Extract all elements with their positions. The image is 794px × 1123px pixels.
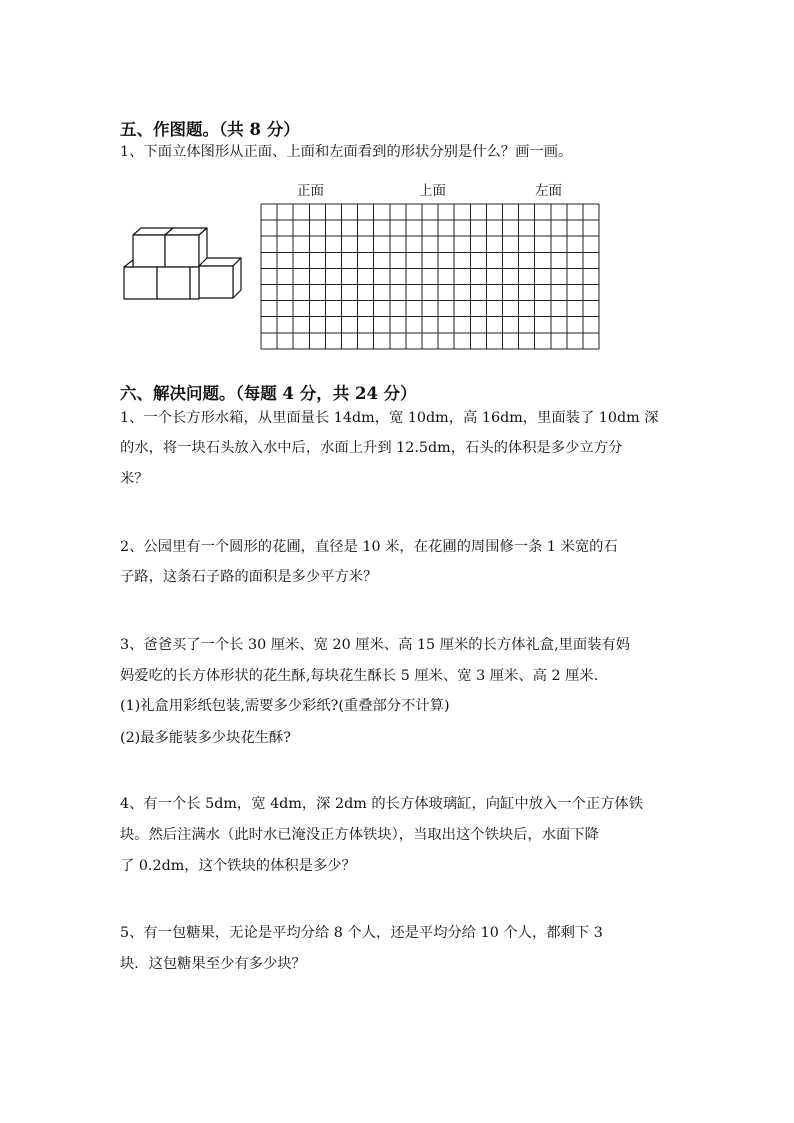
problem-3-line-3: (1)礼盒用彩纸包装,需要多少彩纸?(重叠部分不计算) (120, 698, 450, 714)
section-5-question-1: 1、下面立体图形从正面、上面和左面看到的形状分别是什么？画一画。 (120, 144, 573, 160)
problem-4-line-2: 块。然后注满水（此时水已淹没正方体铁块），当取出这个铁块后，水面下降 (120, 827, 599, 843)
problem-5-line-2: 块．这包糖果至少有多少块？ (120, 956, 306, 972)
grid-label-top: 上面 (419, 183, 446, 199)
problem-4-line-3: 了 0.2dm，这个铁块的体积是多少？ (120, 858, 356, 874)
section-6-title: 六、解决问题。（每题 4 分，共 24 分） (120, 384, 417, 403)
drawing-grid[interactable] (260, 203, 602, 353)
problem-2-line-1: 2、公园里有一个圆形的花圃，直径是 10 米，在花圃的周围修一条 1 米宽的石 (120, 539, 618, 555)
problem-1-line-3: 米？ (120, 471, 149, 487)
grid-label-left: 左面 (535, 183, 562, 199)
cube-solid-figure (118, 222, 248, 314)
problem-5-line-1: 5、有一包糖果，无论是平均分给 8 个人，还是平均分给 10 个人，都剩下 3 (120, 925, 603, 941)
grid-label-front: 正面 (297, 183, 324, 199)
problem-1-line-1: 1、一个长方形水箱，从里面量长 14dm，宽 10dm，高 16dm，里面装了 10dm 深 (120, 410, 659, 426)
problem-2-line-2: 子路，这条石子路的面积是多少平方米？ (120, 569, 378, 585)
section-5-title: 五、作图题。（共 8 分） (120, 120, 300, 139)
problem-4-line-1: 4、有一个长 5dm，宽 4dm，深 2dm 的长方体玻璃缸，向缸中放入一个正方体铁 (120, 796, 643, 812)
problem-3-line-4: (2)最多能装多少块花生酥? (120, 730, 291, 746)
problem-3-line-2: 妈爱吃的长方体形状的花生酥,每块花生酥长 5 厘米、宽 3 厘米、高 2 厘米. (120, 668, 599, 684)
problem-3-line-1: 3、爸爸买了一个长 30 厘米、宽 20 厘米、高 15 厘米的长方体礼盒,里面装有妈 (120, 637, 631, 653)
problem-1-line-2: 的水，将一块石头放入水中后，水面上升到 12.5dm，石头的体积是多少立方分 (120, 440, 623, 456)
